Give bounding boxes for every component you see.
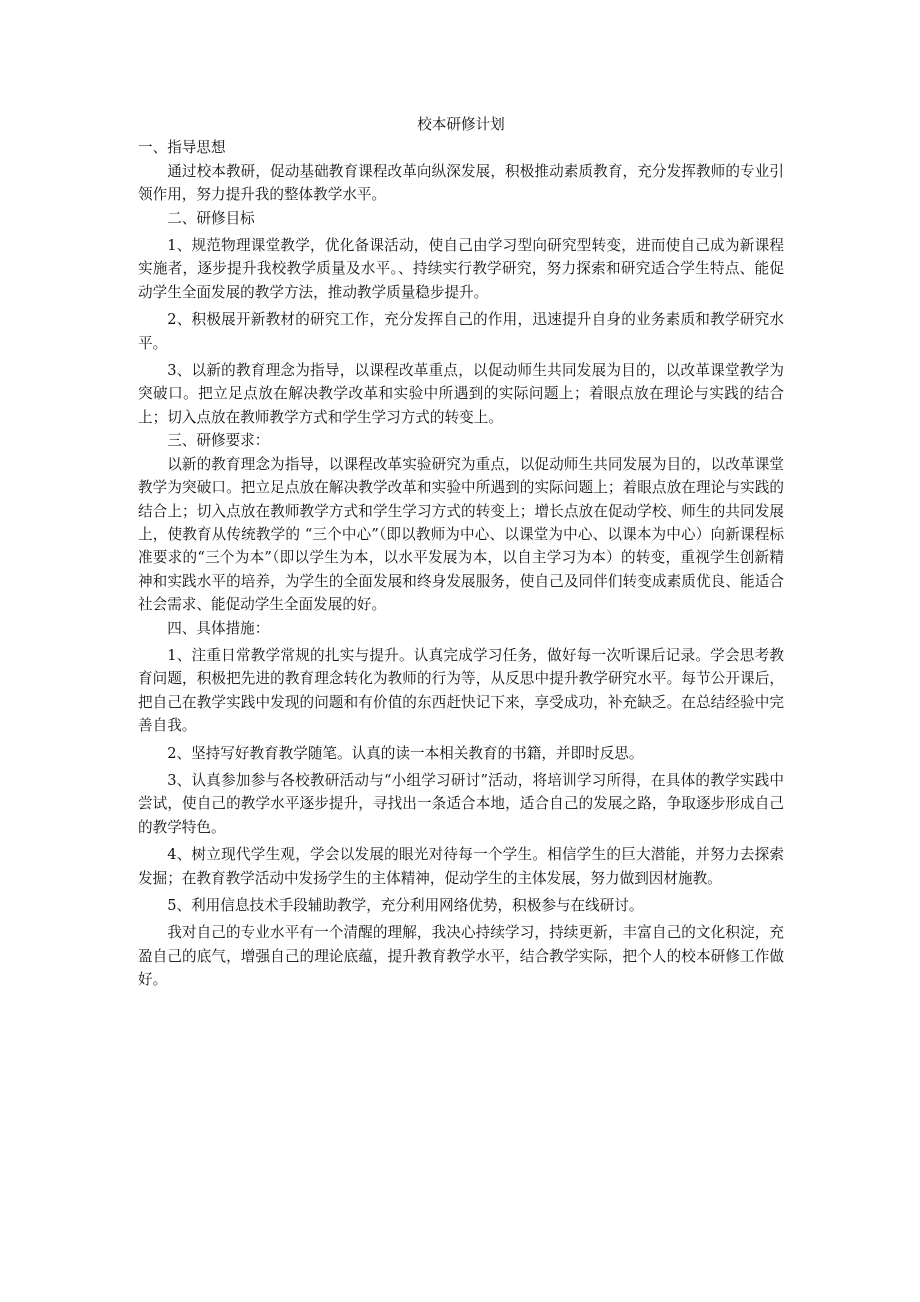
section-heading-guiding-ideology: 一、指导思想 — [138, 139, 226, 157]
paragraph-guiding-ideology: 通过校本教研，促动基础教育课程改革向纵深发展，积极推动素质教育，充分发挥教师的专业引领作用，努力提升我的整体教学水平。 — [138, 162, 784, 204]
paragraph-measure-2: 2、坚持写好教育教学随笔。认真的读一本相关教育的书籍，并即时反思。 — [167, 744, 644, 762]
document-body — [138, 113, 784, 992]
paragraph-measure-1: 1、注重日常教学常规的扎实与提升。认真完成学习任务，做好每一次听课后记录。学会思考教育问题，积极把先进的教育理念转化为教师的行为等，从反思中提升教学研究水平。每节公开课后，把自己在教学实践中发现的问题和有价值的东西赶快记下来，享受成功，补充缺乏。在总结经验中完善自我。 — [138, 646, 784, 735]
paragraph-measure-5: 5、利用信息技术手段辅助教学，充分利用网络优势，积极参与在线研讨。 — [167, 897, 644, 914]
paragraph-measure-4: 4、树立现代学生观，学会以发展的眼光对待每一个学生。相信学生的巨大潜能，并努力去探索发掘；在教育教学活动中发扬学生的主体精神，促动学生的主体发展，努力做到因材施教。 — [138, 846, 784, 887]
paragraph-goal-2: 2、积极展开新教材的研究工作，充分发挥自己的作用，迅速提升自身的业务素质和教学研究水平。 — [138, 311, 784, 352]
section-heading-requirements: 三、研修要求： — [167, 432, 270, 450]
paragraph-measure-3: 3、认真参加参与各校教研活动与“小组学习研讨”活动，将培训学习所得，在具体的教学实践中尝试，使自己的教学水平逐步提升，寻找出一条适合本地，适合自己的发展之路，争取逐步形成自己的教学特色。 — [138, 771, 784, 836]
paragraph-requirements: 以新的教育理念为指导，以课程改革实验研究为重点，以促动师生共同发展为目的，以改革课堂教学为突破口。把立足点放在解决教学改革和实验中所遇到的实际问题上；着眼点放在理论与实践的结合上；切入点放在教师教学方式和学生学习方式的转变上；增长点放在促动学校、师生的共同发展上，使教育从传统教学的 “三个中心”（即以教师为中心、以课堂为中心、以课本为中心）向新课程标准要求的“三个为本”（即以学生为本，以水平发展为本，以自主学习为本）的转变，重视学生创新精神和实践水平的培养，为学生的全面发展和终身发展服务，使自己及同伴们转变成素质优良、能适合社会需求、能促动学生全面发展的好。 — [138, 455, 784, 614]
paragraph-conclusion: 我对自己的专业水平有一个清醒的理解，我决心持续学习，持续更新，丰富自己的文化积淀，充盈自己的底气，增强自己的理论底蕴，提升教育教学水平，结合教学实际，把个人的校本研修工作做好。 — [138, 924, 784, 989]
paragraph-goal-3: 3、以新的教育理念为指导，以课程改革重点，以促动师生共同发展为目的，以改革课堂教学为突破口。把立足点放在解决教学改革和实验中所遇到的实际问题上；着眼点放在理论与实践的结合上；切入点放在教师教学方式和学生学习方式的转变上。 — [138, 362, 784, 426]
section-heading-goals: 二、研修目标 — [167, 209, 255, 227]
paragraph-goal-1: 1、规范物理课堂教学，优化备课活动，使自己由学习型向研究型转变，进而使自己成为新课程实施者，逐步提升我校教学质量及水平。、持续实行教学研究，努力探索和研究适合学生特点、能促动学生全面发展的教学方法，推动教学质量稳步提升。 — [138, 237, 784, 301]
document-title: 校本研修计划 — [417, 116, 505, 133]
section-heading-measures: 四、具体措施： — [167, 619, 270, 637]
